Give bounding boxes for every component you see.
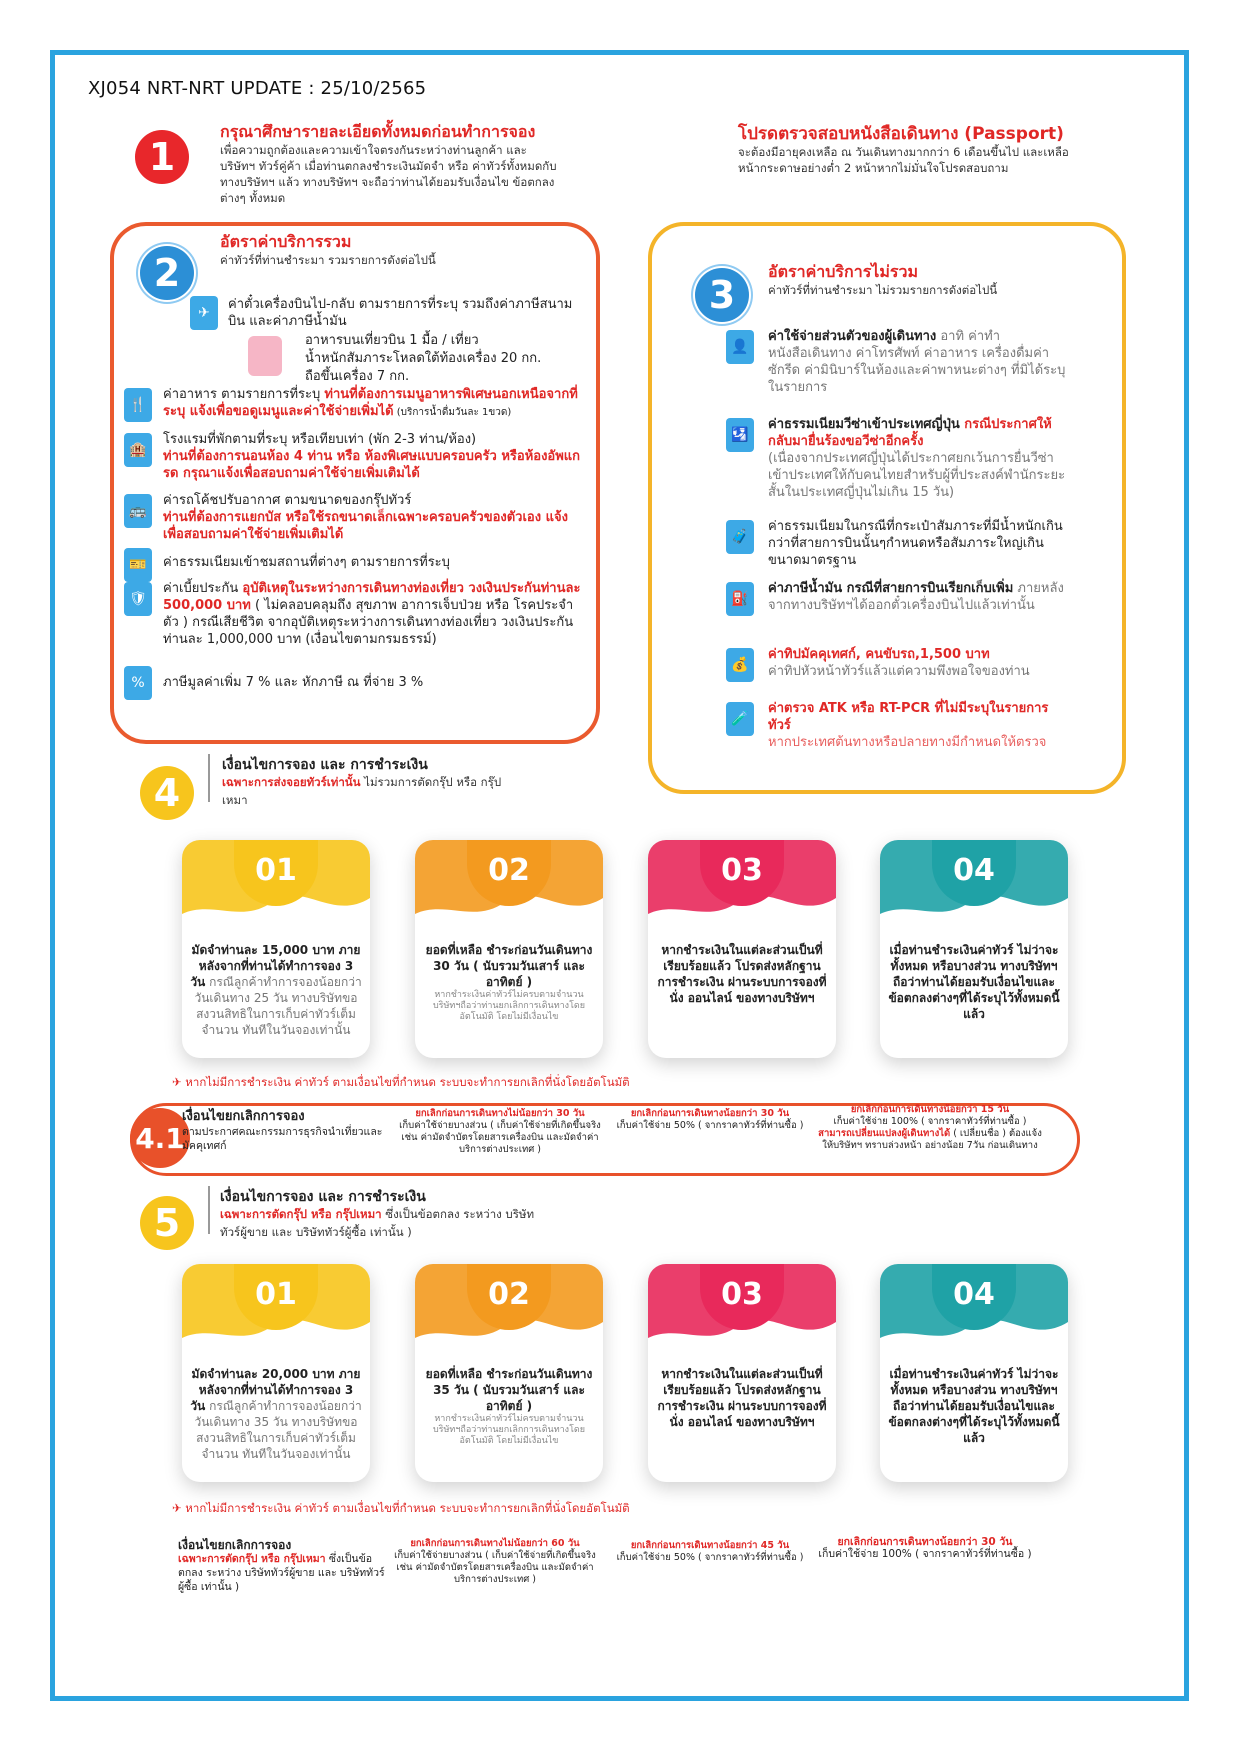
- s3-item-baggage: ค่าธรรมเนียมในกรณีที่กระเป๋าสัมภาระที่มีน้ำหนักเกินกว่าที่สายการบินนั้นๆกำหนดหรือสัมภาระใหญ่เกินขนาดมาตรฐาน: [768, 519, 1063, 568]
- fuel-icon: ⛽: [726, 582, 754, 616]
- section-4-autocancel-note: ✈ หากไม่มีการชำระเงิน ค่าทัวร์ ตามเงื่อนไขที่กำหนด ระบบจะทำการยกเลิกที่นั่งโดยอัตโนมัติ: [172, 1075, 630, 1089]
- bus-icon: 🚌: [124, 494, 152, 528]
- section-4-1-number: 4.1: [130, 1108, 190, 1168]
- s5-step-card-3: [648, 1264, 836, 1482]
- s5-cancel-60plus: ยกเลิกก่อนการเดินทางไม่น้อยกว่า 60 วัน เก็บค่าใช้จ่ายบางส่วน ( เก็บค่าใช้จ่ายที่เกิดขึ้นจริง เช่น ค่ามัดจำบัตรโดยสารเครื่องบิน และมัดจำค่าบริการต่างประเทศ ): [394, 1538, 596, 1585]
- s3-item-personal: ค่าใช้จ่ายส่วนตัวของผู้เดินทาง อาทิ ค่าทำหนังสือเดินทาง ค่าโทรศัพท์ ค่าอาหาร เครื่องดื่มค่าซักรีด ค่ามินิบาร์ในห้องและค่าพาหนะต่างๆ ที่มิได้ระบุในรายการ: [768, 329, 1066, 395]
- section-4-number: 4: [140, 766, 194, 820]
- s3-item-visa: ค่าธรรมเนียมวีซ่าเข้าประเทศญี่ปุ่น กรณีประกาศให้กลับมายื่นร้องขอวีซ่าอีกครั้ง (เนื่องจากประเทศญี่ปุ่นได้ประกาศยกเว้นการยื่นวีซ่าเข้าประเทศให้กับคนไทยสำหรับผู้ที่ประสงค์พำนักระยะสั้นในประเทศญี่ปุ่นไม่เกิน 15 วัน): [768, 417, 1066, 500]
- s41-cancel-30plus: ยกเลิกก่อนการเดินทางไม่น้อยกว่า 30 วัน เก็บค่าใช้จ่ายบางส่วน ( เก็บค่าใช้จ่ายที่เกิดขึ้นจริง เช่น ค่ามัดจำบัตรโดยสารเครื่องบิน และมัดจำค่าบริการต่างประเทศ ): [399, 1108, 601, 1155]
- s4-step-card-3: [648, 840, 836, 1058]
- section-4-1-title: เงื่อนไขยกเลิกการจอง: [182, 1109, 305, 1124]
- section-5-number: 5: [140, 1196, 194, 1250]
- card-number: 02: [467, 840, 551, 906]
- personal-expense-icon: 👤: [726, 330, 754, 364]
- s2-item-flight: ค่าตั๋วเครื่องบินไป-กลับ ตามรายการที่ระบุ รวมถึงค่าภาษีสนามบิน และค่าภาษีน้ำมัน: [228, 297, 573, 329]
- section-1-body: เพื่อความถูกต้องและความเข้าใจตรงกันระหว่างท่านลูกค้า และบริษัทฯ ทัวร์คู่ค้า เมื่อท่านตกลงชำระเงินมัดจำ หรือ ค่าทัวร์ทั้งหมดกับทางบริษัทฯ แล้ว ทางบริษัทฯ จะถือว่าท่านได้ยอมรับเงื่อนไข ข้อตกลงต่างๆ ทั้งหมด: [220, 143, 557, 205]
- card-number: 04: [932, 840, 1016, 906]
- card-number: 02: [467, 1264, 551, 1330]
- s4-step-card-2: [415, 840, 603, 1058]
- section-2-title: อัตราค่าบริการรวม: [220, 232, 352, 251]
- meal-icon: 🍴: [124, 388, 152, 422]
- passport-title: โปรดตรวจสอบหนังสือเดินทาง (Passport): [738, 124, 1064, 144]
- s41-cancel-under30: ยกเลิกก่อนการเดินทางน้อยกว่า 30 วัน เก็บค่าใช้จ่าย 50% ( จากราคาทัวร์ที่ท่านซื้อ ): [616, 1108, 804, 1131]
- s2-item-hotel: โรงแรมที่พักตามที่ระบุ หรือเทียบเท่า (พัก 2-3 ท่าน/ห้อง) ท่านที่ต้องการนอนห้อง 4 ท่าน หรือ ห้องพิเศษแบบครอบครัว หรือห้องอัพแกรด กรุณาแจ้งเพื่อสอบถามค่าใช้จ่ายเพิ่มเติมได้: [163, 432, 581, 481]
- s41-cancel-under15: ยกเลิกก่อนการเดินทางน้อยกว่า 15 วัน เก็บค่าใช้จ่าย 100% ( จากราคาทัวร์ที่ท่านซื้อ ) สามารถเปลี่ยนแปลงผู้เดินทางได้ ( เปลี่ยนชื่อ ) ต้องแจ้งให้บริษัทฯ ทราบล่วงหน้า อย่างน้อย 7วัน ก่อนเดินทาง: [818, 1104, 1042, 1151]
- s2-item-insurance: ค่าเบี้ยประกัน อุบัติเหตุในระหว่างการเดินทางท่องเที่ยว วงเงินประกันท่านละ 500,000 บาท ( ไม่คลอบคลุมถึง สุขภาพ อาการเจ็บป่วย หรือ โรคประจำตัว ) กรณีเสียชีวิต จากอุบัติเหตุระหว่างการเดินทางท่องเที่ยว วงเงินประกันท่านละ 1,000,000 บาท (เงื่อนไขตามกรมธรรม์): [163, 581, 581, 647]
- s4-step-card-4: [880, 840, 1068, 1058]
- s5-step-card-1: [182, 1264, 370, 1482]
- tax-icon: %: [124, 666, 152, 700]
- section-4-title: เงื่อนไขการจอง และ การชำระเงิน: [222, 757, 428, 773]
- section-3-subtitle: ค่าทัวร์ที่ท่านชำระมา ไม่รวมรายการดังต่อไปนี้: [768, 283, 998, 297]
- section-5-title: เงื่อนไขการจอง และ การชำระเงิน: [220, 1189, 426, 1205]
- test-icon: 🧪: [726, 702, 754, 736]
- card-text: มัดจำท่านละ 15,000 บาท ภายหลังจากที่ท่านได้ทำการจอง 3 วัน กรณีลูกค้าทำการจองน้อยกว่าวันเดินทาง 25 วัน ทางบริษัทขอสงวนสิทธิในการเก็บค่าทัวร์เต็มจำนวน ทันทีในวันจองเท่านั้น: [190, 943, 362, 1037]
- baggage-fee-icon: 🧳: [726, 520, 754, 554]
- section-1-title: กรุณาศึกษารายละเอียดทั้งหมดก่อนทำการจอง: [220, 122, 536, 141]
- visa-icon: 🛂: [726, 418, 754, 452]
- document-code: XJ054 NRT-NRT UPDATE : 25/10/2565: [88, 78, 427, 99]
- ticket-icon: 🎫: [124, 548, 152, 582]
- section-5-divider: [208, 1186, 210, 1234]
- section-5-cancel-subtitle: เฉพาะการตัดกรุ๊ป หรือ กรุ๊ปเหมา ซึ่งเป็นข้อตกลง ระหว่าง บริษัททัวร์ผู้ขาย และ บริษัททัวร์ผู้ซื้อ เท่านั้น ): [178, 1553, 385, 1593]
- card-text: หากชำระเงินในแต่ละส่วนเป็นที่เรียบร้อยแล้ว โปรดส่งหลักฐานการชำระเงิน ผ่านระบบการจองที่นั่ง ออนไลน์ ของทางบริษัทฯ: [657, 1367, 827, 1429]
- section-5-subtitle: เฉพาะการตัดกรุ๊ป หรือ กรุ๊ปเหมา ซึ่งเป็นข้อตกลง ระหว่าง บริษัททัวร์ผู้ขาย และ บริษัททัวร์ผู้ซื้อ เท่านั้น ): [220, 1207, 535, 1239]
- s2-item-tax: ภาษีมูลค่าเพิ่ม 7 % และ หักภาษี ณ ที่จ่าย 3 %: [163, 675, 424, 690]
- s2-item-bus: ค่ารถโค้ชปรับอากาศ ตามขนาดของกรุ๊ปทัวร์ ท่านที่ต้องการแยกบัส หรือใช้รถขนาดเล็กเฉพาะครอบครัวของตัวเอง แจ้งเพื่อสอบถามค่าใช้จ่ายเพิ่มเติมได้: [163, 493, 568, 542]
- section-2-subtitle: ค่าทัวร์ที่ท่านชำระมา รวมรายการดังต่อไปนี้: [220, 253, 436, 267]
- section-3-title: อัตราค่าบริการไม่รวม: [768, 262, 918, 281]
- section-1-number: 1: [135, 130, 189, 184]
- s5-cancel-under45: ยกเลิกก่อนการเดินทางน้อยกว่า 45 วัน เก็บค่าใช้จ่าย 50% ( จากราคาทัวร์ที่ท่านซื้อ ): [616, 1540, 804, 1563]
- card-number: 03: [700, 840, 784, 906]
- s2-item-entrance: ค่าธรรมเนียมเข้าชมสถานที่ต่างๆ ตามรายการที่ระบุ: [163, 555, 450, 570]
- section-5-cancel-title: เงื่อนไขยกเลิกการจอง: [178, 1538, 292, 1552]
- s4-step-card-1: [182, 840, 370, 1058]
- s5-step-card-2: [415, 1264, 603, 1482]
- card-text: เมื่อท่านชำระเงินค่าทัวร์ ไม่ว่าจะทั้งหมด หรือบางส่วน ทางบริษัทฯถือว่าท่านได้ยอมรับเงื่อนไขและข้อตกลงต่างๆที่ได้ระบุไว้ทั้งหมดนี้แล้ว: [888, 943, 1060, 1021]
- hotel-icon: 🏨: [124, 433, 152, 467]
- passport-body: จะต้องมีอายุคงเหลือ ณ วันเดินทางมากกว่า 6 เดือนขึ้นไป และเหลือหน้ากระดาษอย่างต่ำ 2 หน้าหากไม่มั่นใจโปรดสอบถาม: [738, 145, 1069, 175]
- card-number: 01: [234, 1264, 318, 1330]
- insurance-icon: 🛡: [124, 582, 152, 616]
- s2-item-baggage: น้ำหนักสัมภาระโหลดใต้ท้องเครื่อง 20 กก.: [305, 351, 542, 366]
- card-number: 03: [700, 1264, 784, 1330]
- s5-step-card-4: [880, 1264, 1068, 1482]
- card-text: เมื่อท่านชำระเงินค่าทัวร์ ไม่ว่าจะทั้งหมด หรือบางส่วน ทางบริษัทฯถือว่าท่านได้ยอมรับเงื่อนไขและข้อตกลงต่างๆที่ได้ระบุไว้ทั้งหมดนี้แล้ว: [888, 1367, 1060, 1445]
- section-3-number: 3: [695, 268, 749, 322]
- card-text: หากชำระเงินในแต่ละส่วนเป็นที่เรียบร้อยแล้ว โปรดส่งหลักฐานการชำระเงิน ผ่านระบบการจองที่นั่ง ออนไลน์ ของทางบริษัทฯ: [657, 943, 827, 1005]
- card-number: 01: [234, 840, 318, 906]
- luggage-icon: [248, 336, 282, 376]
- section-4-divider: [208, 754, 210, 802]
- s5-cancel-under30: ยกเลิกก่อนการเดินทางน้อยกว่า 30 วัน เก็บค่าใช้จ่าย 100% ( จากราคาทัวร์ที่ท่านซื้อ ): [818, 1536, 1032, 1560]
- tip-icon: 💰: [726, 648, 754, 682]
- s2-item-carryon: ถือขึ้นเครื่อง 7 กก.: [305, 369, 410, 384]
- card-text: ยอดที่เหลือ ชำระก่อนวันเดินทาง 35 วัน ( นับรวมวันเสาร์ และอาทิตย์ ) หากชำระเงินค่าทัวร์ไม่ครบตามจำนวน บริษัทฯถือว่าท่านยกเลิกการเดินทางโดยอัตโนมัติ โดยไม่มีเงื่อนไข: [425, 1367, 593, 1446]
- section-4-1-subtitle: ตามประกาศคณะกรรมการธุรกิจนำเที่ยวและมัคคุเทศก์: [182, 1126, 383, 1152]
- section-4-subtitle: เฉพาะการส่งจอยทัวร์เท่านั้น ไม่รวมการตัดกรุ๊ป หรือ กรุ๊ปเหมา: [222, 775, 502, 807]
- card-text: ยอดที่เหลือ ชำระก่อนวันเดินทาง 30 วัน ( นับรวมวันเสาร์ และอาทิตย์ ) หากชำระเงินค่าทัวร์ไม่ครบตามจำนวน บริษัทฯถือว่าท่านยกเลิกการเดินทางโดยอัตโนมัติ โดยไม่มีเงื่อนไข: [425, 943, 593, 1022]
- section-5-autocancel-note: ✈ หากไม่มีการชำระเงิน ค่าทัวร์ ตามเงื่อนไขที่กำหนด ระบบจะทำการยกเลิกที่นั่งโดยอัตโนมัติ: [172, 1501, 630, 1515]
- section-2-number: 2: [140, 246, 194, 300]
- s3-item-tip: ค่าทิปมัคคุเทศก์, คนขับรถ,1,500 บาท ค่าทิปหัวหน้าทัวร์แล้วแต่ความพึงพอใจของท่าน: [768, 647, 1030, 679]
- s2-item-meals: ค่าอาหาร ตามรายการที่ระบุ ท่านที่ต้องการเมนูอาหารพิเศษนอกเหนือจากที่ระบุ แจ้งเพื่อขอดูเมนูและค่าใช้จ่ายเพิ่มได้ (บริการน้ำดื่มวันละ 1ขวด): [163, 387, 578, 419]
- card-text: มัดจำท่านละ 20,000 บาท ภายหลังจากที่ท่านได้ทำการจอง 3 วัน กรณีลูกค้าทำการจองน้อยกว่าวันเดินทาง 35 วัน ทางบริษัทขอสงวนสิทธิในการเก็บค่าทัวร์เต็มจำนวน ทันทีในวันจองเท่านั้น: [190, 1367, 362, 1461]
- s3-item-fuel: ค่าภาษีน้ำมัน กรณีที่สายการบินเรียกเก็บเพิ่ม ภายหลังจากทางบริษัทฯได้ออกตั๋วเครื่องบินไปแล้วเท่านั้น: [768, 581, 1064, 613]
- card-number: 04: [932, 1264, 1016, 1330]
- s2-item-meal-onboard: อาหารบนเที่ยวบิน 1 มื้อ / เที่ยว: [305, 333, 479, 348]
- plane-icon: ✈: [190, 296, 218, 330]
- s3-item-atk: ค่าตรวจ ATK หรือ RT-PCR ที่ไม่มีระบุในรายการทัวร์ หากประเทศต้นทางหรือปลายทางมีกำหนดให้ตรวจ: [768, 701, 1049, 750]
